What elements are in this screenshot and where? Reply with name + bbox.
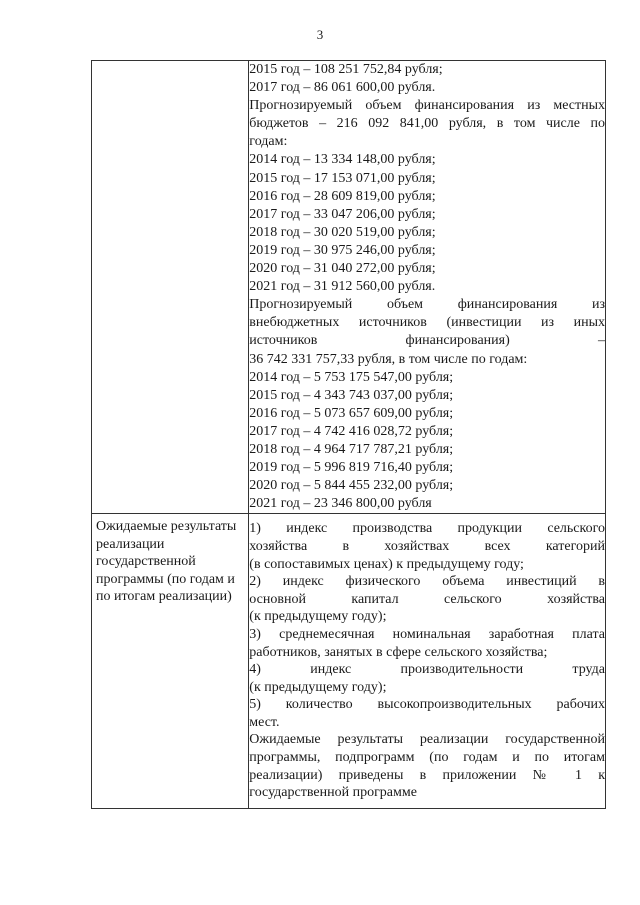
text-line: 2018 год – 4 964 717 787,21 рубля; xyxy=(249,441,454,457)
text-line: реализации) приведены в приложении № 1 к xyxy=(249,767,605,783)
page-number: 3 xyxy=(316,27,324,42)
financing-text xyxy=(249,61,605,513)
text-line: работников, занятых в сфере сельского хозяйства; xyxy=(249,644,548,660)
text-line: 2019 год – 30 975 246,00 рубля; xyxy=(249,242,436,258)
text-line: 2016 год – 5 073 657 609,00 рубля; xyxy=(249,405,454,421)
text-line: 5) количество высокопроизводительных рабочих xyxy=(249,697,605,713)
text-line: 4) индекс производительности труда xyxy=(249,662,605,678)
text-line: 2017 год – 4 742 416 028,72 рубля; xyxy=(249,423,454,439)
text-line: (в сопоставимых ценах) к предыдущему году; xyxy=(249,556,524,572)
text-line: 2020 год – 5 844 455 232,00 рубля; xyxy=(249,478,454,494)
expected-results-label xyxy=(92,514,248,606)
text-line: хозяйства в хозяйствах всех категорий xyxy=(249,538,605,554)
row-label-cell xyxy=(92,61,249,514)
text-line: 2015 год – 17 153 071,00 рубля; xyxy=(249,170,436,186)
row-label-cell xyxy=(92,514,249,809)
text-line: Ожидаемые результаты реализации государственной xyxy=(249,732,605,748)
text-line: Прогнозируемый объем финансирования из местных xyxy=(249,98,605,114)
text-line: 2014 год – 13 334 148,00 рубля; xyxy=(249,152,436,168)
text-line: 2014 год – 5 753 175 547,00 рубля; xyxy=(249,369,454,385)
label-line: государственной xyxy=(96,554,196,570)
text-line: 2016 год – 28 609 819,00 рубля; xyxy=(249,188,436,204)
text-line: 2021 год – 31 912 560,00 рубля. xyxy=(249,279,436,295)
text-line: государственной программе xyxy=(249,785,417,801)
label-line: программы (по годам и xyxy=(96,571,235,587)
text-line: 2021 год – 23 346 800,00 рубля xyxy=(249,496,432,512)
text-line: 2017 год – 86 061 600,00 рубля. xyxy=(249,80,436,96)
text-line: годам: xyxy=(249,134,288,150)
text-line: программы, подпрограмм (по годам и по итогам xyxy=(249,750,605,766)
text-line: 3) среднемесячная номинальная заработная плата xyxy=(249,626,605,642)
text-line: бюджетов – 216 092 841,00 рубля, в том числе по xyxy=(249,116,605,132)
row-label xyxy=(92,61,248,65)
text-line: Прогнозируемый объем финансирования из xyxy=(249,297,605,313)
expected-results-cell xyxy=(249,514,606,809)
text-line: 2015 год – 4 343 743 037,00 рубля; xyxy=(249,387,454,403)
text-line: мест. xyxy=(249,714,280,730)
expected-results-text xyxy=(249,520,605,802)
table-row xyxy=(92,514,606,809)
passport-table xyxy=(91,60,606,809)
text-line: 2) индекс физического объема инвестиций в xyxy=(249,574,605,590)
financing-cell xyxy=(249,61,606,514)
text-line: 2018 год – 30 020 519,00 рубля; xyxy=(249,224,436,240)
label-line: реализации xyxy=(96,536,165,552)
label-line: по итогам реализации) xyxy=(96,589,232,605)
table-row xyxy=(92,61,606,514)
text-line: 36 742 331 757,33 рубля, в том числе по годам: xyxy=(249,351,528,367)
text-line: (к предыдущему году); xyxy=(249,609,387,625)
text-line: источников финансирования) – xyxy=(249,333,605,349)
text-line: основной капитал сельского хозяйства xyxy=(249,591,605,607)
text-line: 2019 год – 5 996 819 716,40 рубля; xyxy=(249,460,454,476)
text-line: внебюджетных источников (инвестиции из иных xyxy=(249,315,605,331)
text-line: 1) индекс производства продукции сельского xyxy=(249,521,605,537)
text-line: 2015 год – 108 251 752,84 рубля; xyxy=(249,62,443,77)
text-line: 2017 год – 33 047 206,00 рубля; xyxy=(249,206,436,222)
text-line: (к предыдущему году); xyxy=(249,679,387,695)
text-line: 2020 год – 31 040 272,00 рубля; xyxy=(249,261,436,277)
label-line: Ожидаемые результаты xyxy=(96,519,237,535)
